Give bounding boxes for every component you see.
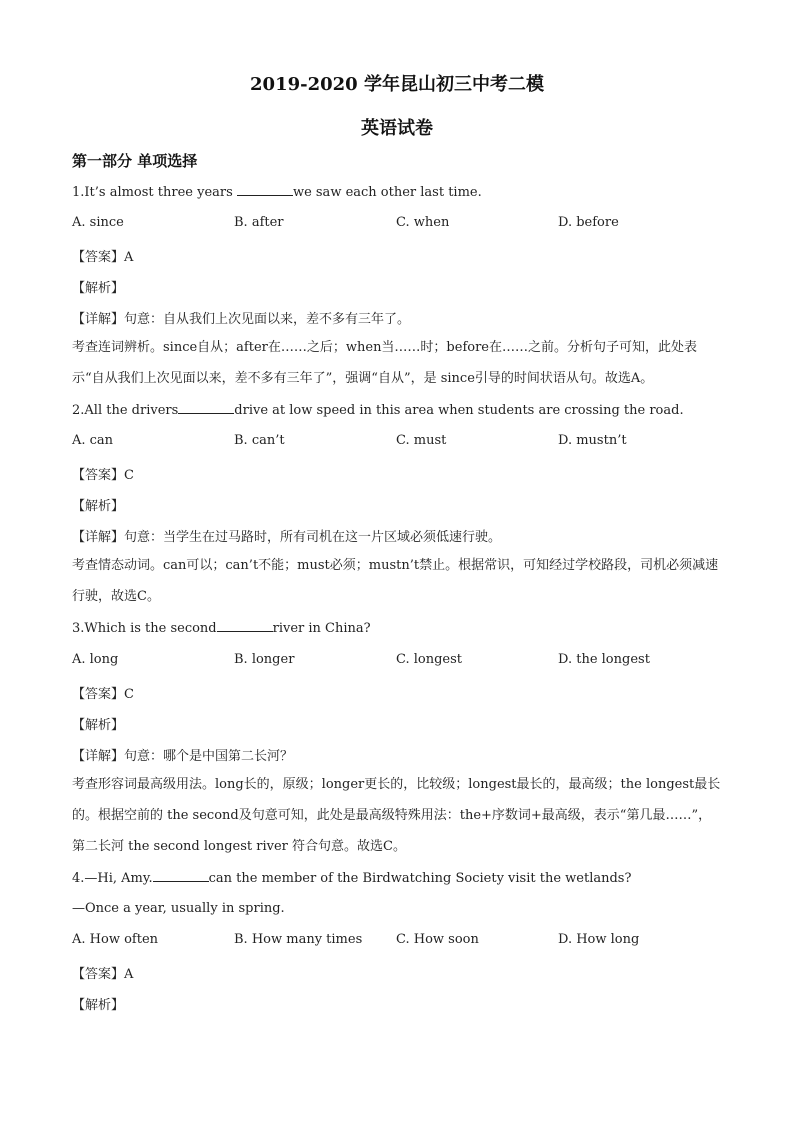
question-1-option-a: A. since (72, 215, 124, 230)
question-4-analysis-label: 【解析】 (72, 998, 125, 1013)
section-heading: 第一部分 单项选择 (72, 152, 198, 170)
question-4-option-c: C. How soon (396, 932, 479, 947)
question-1-answer: 【答案】A (72, 250, 134, 265)
question-1-stem-before: 1.It’s almost three years (72, 185, 237, 200)
question-3-analysis-label: 【解析】 (72, 718, 125, 733)
question-1-analysis-label: 【解析】 (72, 281, 125, 296)
question-4-option-a: A. How often (72, 932, 159, 947)
question-1-stem (72, 184, 482, 200)
exam-title: 2019-2020 学年昆山初三中考二模 (250, 74, 544, 95)
question-2-option-a: A. can (72, 433, 114, 448)
question-2-option-d: D. mustn’t (558, 433, 627, 448)
question-3-explanation: 考查形容词最高级用法。long长的，原级；longer更长的，比较级；longest最长的，最高级；the longest最长的。根据空前的 the second及句意可知，此处是最高级特殊用法：the+序数词+最高级，表示“第几最……”，第二长河 the second longest river 符合句意。故选C。 (72, 777, 721, 854)
question-4-option-b: B. How many times (234, 932, 363, 947)
question-4-blank (153, 870, 209, 882)
question-2-explanation: 考查情态动词。can可以；can’t不能；must必须；mustn’t禁止。根据常识，可知经过学校路段，司机必须减速行驶，故选C。 (72, 558, 719, 604)
question-2-stem-after: drive at low speed in this area when students are crossing the road. (234, 403, 684, 418)
question-1-option-d: D. before (558, 215, 619, 230)
question-2-detail: 【详解】句意：当学生在过马路时，所有司机在这一片区域必须低速行驶。 (72, 530, 502, 545)
question-3-blank (217, 620, 273, 632)
question-3-detail: 【详解】句意：哪个是中国第二长河？ (72, 749, 294, 764)
question-4-stem-before: 4.—Hi, Amy. (72, 871, 153, 886)
question-4-stem-after: can the member of the Birdwatching Society visit the wetlands? (208, 871, 632, 886)
question-2-blank (178, 402, 234, 414)
question-3-stem (72, 620, 371, 636)
question-4-option-d: D. How long (558, 932, 640, 947)
question-1-stem-after: we saw each other last time. (292, 185, 482, 200)
question-4-reply: —Once a year, usually in spring. (72, 901, 285, 916)
question-4-stem (72, 870, 631, 886)
exam-subtitle: 英语试卷 (361, 118, 433, 139)
question-2-option-c: C. must (396, 433, 447, 448)
question-1-explanation: 考查连词辨析。since自从；after在……之后；when当……时；before在……之前。分析句子可知，此处表示“自从我们上次见面以来，差不多有三年了”，强调“自从”，是 since引导的时间状语从句。故选A。 (72, 340, 697, 386)
question-3-option-c: C. longest (396, 652, 463, 667)
question-3-stem-before: 3.Which is the second (72, 621, 217, 636)
question-2-stem (72, 402, 684, 418)
question-4-answer: 【答案】A (72, 967, 134, 982)
question-3-option-a: A. long (72, 652, 119, 667)
question-1-option-c: C. when (396, 215, 450, 230)
question-3-answer: 【答案】C (72, 687, 134, 702)
question-2-stem-before: 2.All the drivers (72, 403, 179, 418)
question-1-option-b: B. after (234, 215, 284, 230)
question-3-option-d: D. the longest (558, 652, 650, 667)
question-1-blank (237, 184, 293, 196)
question-2-option-b: B. can’t (234, 433, 285, 448)
question-2-analysis-label: 【解析】 (72, 499, 125, 514)
question-1-detail: 【详解】句意：自从我们上次见面以来，差不多有三年了。 (72, 312, 411, 327)
question-3-option-b: B. longer (234, 652, 295, 667)
question-2-answer: 【答案】C (72, 468, 134, 483)
question-3-stem-after: river in China? (272, 621, 371, 636)
